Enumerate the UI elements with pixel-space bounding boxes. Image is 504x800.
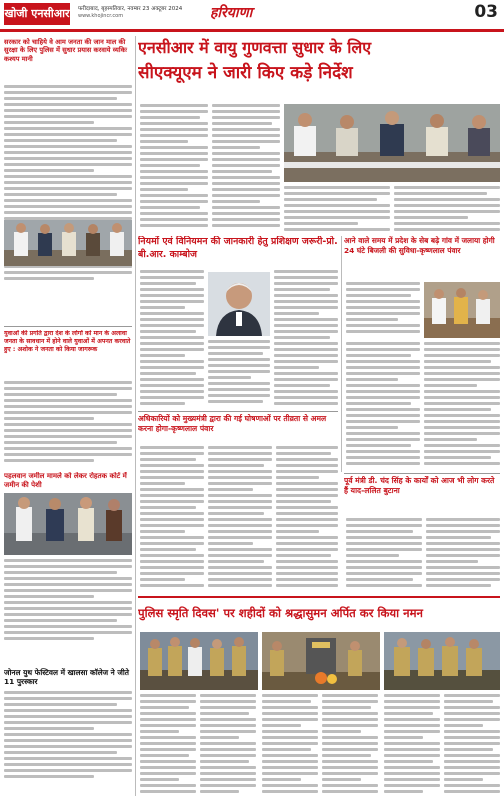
lead-body-col-1 — [140, 104, 208, 234]
divider — [4, 326, 132, 327]
center-story-2-body-c — [276, 446, 338, 592]
center-story-1-body-b — [208, 340, 270, 410]
divider — [138, 411, 338, 412]
police-memorial-photo-2 — [262, 632, 380, 690]
center-story-2-body-a — [140, 446, 204, 592]
award-photo — [424, 282, 500, 338]
bottom-body-col-2 — [200, 694, 256, 796]
news-photo-court — [4, 493, 132, 555]
right-story-2-headline: पूर्व मंत्री डी. चंद सिंह के कार्यों को आज भी लोग करते हैं याद-ललित बुटाना — [344, 476, 495, 495]
bottom-body-col-6 — [444, 694, 500, 796]
right-story-2-body-a — [346, 518, 422, 592]
column-divider — [135, 36, 136, 796]
right-story-1-headline: आने वाले समय में प्रदेश के सेब बढ़े गांव में जलाया होगी 24 घंटे बिजली की सुविधा-कृष्णलाल पंवार — [344, 236, 495, 255]
left-story-3-body — [4, 559, 132, 640]
right-story-2-body-b — [426, 518, 500, 592]
bottom-headline-text: पुलिस स्मृति दिवस' पर शहीदों को श्रद्धासुमन अर्पित कर किया नमन — [138, 606, 423, 620]
site-url: www.khojincr.com — [78, 13, 124, 19]
left-story-3 — [4, 472, 132, 662]
column-divider — [341, 236, 342, 472]
left-story-4-headline: जोनल युथ फेस्टिवल में खालसा कॉलेज ने जीते 11 पुरस्कार — [4, 668, 129, 687]
center-story-2-headline: अधिकारियों को मुख्यमंत्री द्वारा की गई घोषणाओं पर तीव्रता से अमल करना होगा-कृष्णलाल पंवार — [138, 414, 327, 433]
bottom-headline — [138, 601, 500, 627]
page-number: 03 — [474, 2, 498, 22]
lead-meeting-photo — [284, 104, 500, 182]
right-story-2 — [344, 476, 500, 514]
divider — [344, 473, 500, 474]
left-mid-body — [4, 381, 132, 462]
right-story-1-body-a — [346, 282, 420, 338]
left-mid-headline: युवाओं की प्रगति द्वारा देश के लोगों को मान के अलावा जनता के सावधान में होने वाले युवाओं में अपनत करवाते हुए : अशोक ने जनता को किया जागरूक — [4, 330, 131, 353]
section-title: हरियाणा — [210, 5, 253, 21]
right-story-1 — [344, 236, 500, 276]
left-top-story — [4, 38, 132, 328]
bottom-body-col-3 — [262, 694, 318, 796]
lead-body-col-2 — [212, 104, 280, 234]
left-mid-story — [4, 330, 132, 470]
date-line: फरीदाबाद, बृहस्पतिवार, नवम्बर 23 अक्टूबर 2024 — [78, 6, 183, 12]
center-story-2 — [138, 414, 338, 442]
left-story-4 — [4, 668, 132, 796]
lead-headline-line-1: एनसीआर में वायु गुणवत्ता सुधार के लिए — [138, 38, 372, 57]
center-story-2-body-b — [208, 446, 272, 592]
right-story-1-body-b — [346, 342, 420, 470]
center-story-1-headline: नियमों एवं विनियमन की जानकारी हेतु प्रशिक्षण जरूरी-प्रो. बी.आर. काम्बोज — [138, 236, 338, 260]
center-story-1-body-c — [274, 270, 338, 410]
bottom-body-col-1 — [140, 694, 196, 796]
police-memorial-photo-1 — [140, 632, 258, 690]
newspaper-logo: खोजी एनसीआर — [4, 3, 70, 25]
portrait-photo — [208, 272, 270, 336]
left-top-headline: सरकार को चाहिये वे आम जनता की जान माल की सुरक्षा के लिए पुलिस में सुधार प्रयास करवाये व्यकिः कश्यप मानी — [4, 38, 127, 63]
bottom-body-col-5 — [384, 694, 440, 796]
left-story-3-headline: पहलवान जमील मामले को लेकर रोहतक कोर्ट में जमीन की पेशी — [4, 472, 127, 489]
left-top-photo — [4, 220, 132, 266]
right-story-1-body-c — [424, 342, 500, 470]
lead-headline — [138, 36, 500, 100]
police-memorial-photo-3 — [384, 632, 500, 690]
lead-headline-line-2: सीएक्यूएम ने जारी किए कड़े निर्देश — [138, 63, 353, 83]
lead-body-col-3 — [284, 186, 390, 234]
left-story-4-body — [4, 691, 132, 778]
center-story-1-body-a — [140, 270, 204, 410]
masthead — [0, 0, 504, 32]
lead-body-col-4 — [394, 186, 500, 234]
bottom-top-rule — [138, 596, 500, 598]
bottom-body-col-4 — [322, 694, 378, 796]
center-story-1 — [138, 236, 338, 266]
